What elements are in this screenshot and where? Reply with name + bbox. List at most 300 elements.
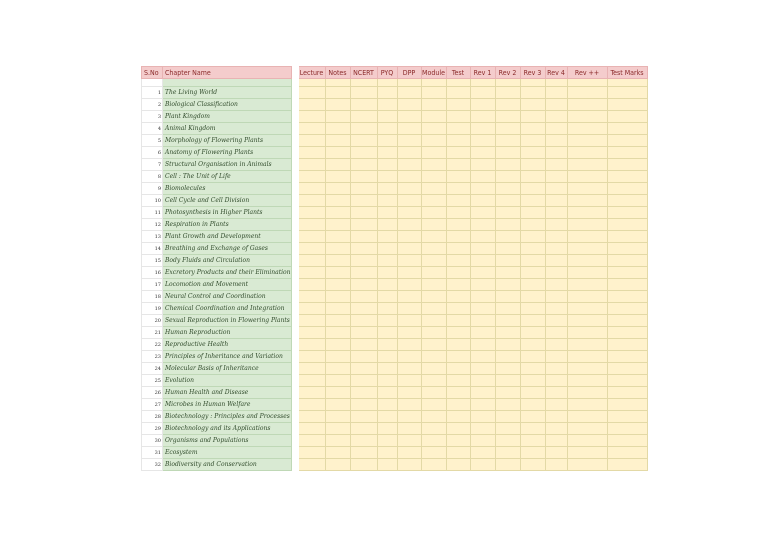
tracker-cell[interactable] <box>350 375 377 387</box>
tracker-cell[interactable] <box>325 171 350 183</box>
tracker-cell[interactable] <box>377 447 397 459</box>
tracker-cell[interactable] <box>421 147 446 159</box>
tracker-cell[interactable] <box>567 435 607 447</box>
tracker-cell[interactable] <box>495 147 520 159</box>
tracker-cell[interactable] <box>377 135 397 147</box>
tracker-cell[interactable] <box>325 147 350 159</box>
tracker-cell[interactable] <box>325 231 350 243</box>
tracker-cell[interactable] <box>350 147 377 159</box>
tracker-cell[interactable] <box>607 195 647 207</box>
tracker-cell[interactable] <box>298 303 325 315</box>
tracker-cell[interactable] <box>350 87 377 99</box>
tracker-cell[interactable] <box>377 231 397 243</box>
tracker-cell[interactable] <box>325 327 350 339</box>
tracker-cell[interactable] <box>421 135 446 147</box>
tracker-cell[interactable] <box>421 459 446 471</box>
tracker-cell[interactable] <box>520 399 545 411</box>
tracker-cell[interactable] <box>397 219 421 231</box>
tracker-cell[interactable] <box>446 363 470 375</box>
tracker-cell[interactable] <box>325 375 350 387</box>
tracker-cell[interactable] <box>350 99 377 111</box>
tracker-cell[interactable] <box>421 411 446 423</box>
tracker-cell[interactable] <box>545 171 567 183</box>
tracker-cell[interactable] <box>607 207 647 219</box>
tracker-cell[interactable] <box>377 243 397 255</box>
tracker-cell[interactable] <box>470 171 495 183</box>
tracker-cell[interactable] <box>470 123 495 135</box>
tracker-cell[interactable] <box>421 303 446 315</box>
blank-cell[interactable] <box>446 79 470 87</box>
tracker-cell[interactable] <box>397 447 421 459</box>
tracker-cell[interactable] <box>520 159 545 171</box>
tracker-cell[interactable] <box>446 375 470 387</box>
tracker-cell[interactable] <box>446 339 470 351</box>
tracker-cell[interactable] <box>325 363 350 375</box>
tracker-cell[interactable] <box>567 123 607 135</box>
tracker-cell[interactable] <box>298 363 325 375</box>
tracker-cell[interactable] <box>350 135 377 147</box>
tracker-cell[interactable] <box>325 399 350 411</box>
tracker-cell[interactable] <box>377 219 397 231</box>
blank-cell[interactable] <box>325 79 350 87</box>
tracker-cell[interactable] <box>545 303 567 315</box>
tracker-cell[interactable] <box>350 423 377 435</box>
tracker-cell[interactable] <box>607 435 647 447</box>
tracker-cell[interactable] <box>545 411 567 423</box>
tracker-cell[interactable] <box>567 87 607 99</box>
tracker-cell[interactable] <box>446 195 470 207</box>
tracker-cell[interactable] <box>397 183 421 195</box>
tracker-cell[interactable] <box>607 315 647 327</box>
tracker-cell[interactable] <box>421 447 446 459</box>
tracker-cell[interactable] <box>298 375 325 387</box>
tracker-cell[interactable] <box>567 231 607 243</box>
blank-cell[interactable] <box>163 79 292 87</box>
tracker-cell[interactable] <box>545 219 567 231</box>
tracker-cell[interactable] <box>350 327 377 339</box>
tracker-cell[interactable] <box>446 435 470 447</box>
tracker-cell[interactable] <box>520 135 545 147</box>
tracker-cell[interactable] <box>421 111 446 123</box>
tracker-cell[interactable] <box>377 147 397 159</box>
tracker-cell[interactable] <box>377 315 397 327</box>
tracker-cell[interactable] <box>397 159 421 171</box>
tracker-cell[interactable] <box>397 411 421 423</box>
blank-cell[interactable] <box>298 79 325 87</box>
tracker-cell[interactable] <box>607 447 647 459</box>
tracker-cell[interactable] <box>545 375 567 387</box>
tracker-cell[interactable] <box>421 87 446 99</box>
blank-cell[interactable] <box>470 79 495 87</box>
tracker-cell[interactable] <box>545 267 567 279</box>
tracker-cell[interactable] <box>470 87 495 99</box>
tracker-cell[interactable] <box>350 303 377 315</box>
tracker-cell[interactable] <box>350 339 377 351</box>
tracker-cell[interactable] <box>520 327 545 339</box>
tracker-cell[interactable] <box>520 435 545 447</box>
tracker-cell[interactable] <box>607 339 647 351</box>
tracker-cell[interactable] <box>298 447 325 459</box>
tracker-cell[interactable] <box>377 363 397 375</box>
tracker-cell[interactable] <box>495 87 520 99</box>
tracker-cell[interactable] <box>470 255 495 267</box>
tracker-cell[interactable] <box>545 423 567 435</box>
tracker-cell[interactable] <box>520 99 545 111</box>
tracker-cell[interactable] <box>545 279 567 291</box>
tracker-cell[interactable] <box>377 411 397 423</box>
tracker-cell[interactable] <box>350 459 377 471</box>
tracker-cell[interactable] <box>607 363 647 375</box>
tracker-cell[interactable] <box>298 123 325 135</box>
tracker-cell[interactable] <box>470 423 495 435</box>
tracker-cell[interactable] <box>397 231 421 243</box>
tracker-cell[interactable] <box>567 111 607 123</box>
tracker-cell[interactable] <box>470 231 495 243</box>
tracker-cell[interactable] <box>545 231 567 243</box>
tracker-cell[interactable] <box>377 351 397 363</box>
tracker-cell[interactable] <box>421 399 446 411</box>
tracker-cell[interactable] <box>350 351 377 363</box>
tracker-cell[interactable] <box>495 447 520 459</box>
tracker-cell[interactable] <box>421 99 446 111</box>
tracker-cell[interactable] <box>567 159 607 171</box>
tracker-cell[interactable] <box>298 387 325 399</box>
tracker-cell[interactable] <box>545 459 567 471</box>
tracker-cell[interactable] <box>377 339 397 351</box>
blank-cell[interactable] <box>545 79 567 87</box>
tracker-cell[interactable] <box>567 219 607 231</box>
tracker-cell[interactable] <box>446 351 470 363</box>
tracker-cell[interactable] <box>350 447 377 459</box>
tracker-cell[interactable] <box>495 243 520 255</box>
tracker-cell[interactable] <box>350 171 377 183</box>
tracker-cell[interactable] <box>421 171 446 183</box>
tracker-cell[interactable] <box>446 387 470 399</box>
tracker-cell[interactable] <box>545 291 567 303</box>
tracker-cell[interactable] <box>607 459 647 471</box>
tracker-cell[interactable] <box>446 219 470 231</box>
tracker-cell[interactable] <box>421 351 446 363</box>
tracker-cell[interactable] <box>325 315 350 327</box>
tracker-cell[interactable] <box>607 291 647 303</box>
tracker-cell[interactable] <box>377 111 397 123</box>
tracker-cell[interactable] <box>470 447 495 459</box>
tracker-cell[interactable] <box>495 459 520 471</box>
tracker-cell[interactable] <box>520 351 545 363</box>
tracker-cell[interactable] <box>377 159 397 171</box>
tracker-cell[interactable] <box>567 147 607 159</box>
tracker-cell[interactable] <box>350 219 377 231</box>
tracker-cell[interactable] <box>567 447 607 459</box>
tracker-cell[interactable] <box>325 291 350 303</box>
tracker-cell[interactable] <box>446 315 470 327</box>
tracker-cell[interactable] <box>377 387 397 399</box>
tracker-cell[interactable] <box>495 183 520 195</box>
tracker-cell[interactable] <box>607 87 647 99</box>
tracker-cell[interactable] <box>397 351 421 363</box>
tracker-cell[interactable] <box>421 375 446 387</box>
tracker-cell[interactable] <box>470 375 495 387</box>
tracker-cell[interactable] <box>607 219 647 231</box>
tracker-cell[interactable] <box>421 327 446 339</box>
tracker-cell[interactable] <box>325 459 350 471</box>
tracker-cell[interactable] <box>397 339 421 351</box>
tracker-cell[interactable] <box>446 207 470 219</box>
tracker-cell[interactable] <box>325 303 350 315</box>
tracker-cell[interactable] <box>298 111 325 123</box>
blank-cell[interactable] <box>350 79 377 87</box>
tracker-cell[interactable] <box>446 135 470 147</box>
tracker-cell[interactable] <box>545 387 567 399</box>
tracker-cell[interactable] <box>325 99 350 111</box>
tracker-cell[interactable] <box>325 447 350 459</box>
tracker-cell[interactable] <box>567 171 607 183</box>
blank-cell[interactable] <box>377 79 397 87</box>
tracker-cell[interactable] <box>607 399 647 411</box>
tracker-cell[interactable] <box>520 195 545 207</box>
tracker-cell[interactable] <box>446 183 470 195</box>
tracker-cell[interactable] <box>470 159 495 171</box>
tracker-cell[interactable] <box>470 279 495 291</box>
tracker-cell[interactable] <box>298 147 325 159</box>
tracker-cell[interactable] <box>421 315 446 327</box>
tracker-cell[interactable] <box>446 243 470 255</box>
tracker-cell[interactable] <box>397 123 421 135</box>
tracker-cell[interactable] <box>567 279 607 291</box>
tracker-cell[interactable] <box>377 399 397 411</box>
tracker-cell[interactable] <box>567 351 607 363</box>
tracker-cell[interactable] <box>377 87 397 99</box>
tracker-cell[interactable] <box>397 87 421 99</box>
tracker-cell[interactable] <box>607 423 647 435</box>
tracker-cell[interactable] <box>421 291 446 303</box>
tracker-cell[interactable] <box>298 207 325 219</box>
tracker-cell[interactable] <box>607 99 647 111</box>
tracker-cell[interactable] <box>377 123 397 135</box>
tracker-cell[interactable] <box>470 387 495 399</box>
tracker-cell[interactable] <box>298 267 325 279</box>
tracker-cell[interactable] <box>495 303 520 315</box>
tracker-cell[interactable] <box>397 459 421 471</box>
tracker-cell[interactable] <box>607 147 647 159</box>
tracker-cell[interactable] <box>397 255 421 267</box>
tracker-cell[interactable] <box>495 171 520 183</box>
blank-cell[interactable] <box>397 79 421 87</box>
tracker-cell[interactable] <box>298 339 325 351</box>
blank-cell[interactable] <box>142 79 163 87</box>
tracker-cell[interactable] <box>520 459 545 471</box>
tracker-cell[interactable] <box>520 243 545 255</box>
tracker-cell[interactable] <box>421 279 446 291</box>
tracker-cell[interactable] <box>495 159 520 171</box>
tracker-cell[interactable] <box>607 243 647 255</box>
tracker-cell[interactable] <box>495 219 520 231</box>
tracker-cell[interactable] <box>520 279 545 291</box>
tracker-cell[interactable] <box>520 111 545 123</box>
tracker-cell[interactable] <box>325 243 350 255</box>
tracker-cell[interactable] <box>325 351 350 363</box>
tracker-cell[interactable] <box>495 375 520 387</box>
blank-cell[interactable] <box>421 79 446 87</box>
tracker-cell[interactable] <box>397 207 421 219</box>
tracker-cell[interactable] <box>545 111 567 123</box>
tracker-cell[interactable] <box>520 87 545 99</box>
tracker-cell[interactable] <box>325 183 350 195</box>
tracker-cell[interactable] <box>470 327 495 339</box>
tracker-cell[interactable] <box>350 255 377 267</box>
tracker-cell[interactable] <box>495 255 520 267</box>
tracker-cell[interactable] <box>495 363 520 375</box>
tracker-cell[interactable] <box>421 339 446 351</box>
tracker-cell[interactable] <box>298 399 325 411</box>
tracker-cell[interactable] <box>470 195 495 207</box>
tracker-cell[interactable] <box>446 147 470 159</box>
tracker-cell[interactable] <box>298 87 325 99</box>
tracker-cell[interactable] <box>520 303 545 315</box>
tracker-cell[interactable] <box>298 459 325 471</box>
tracker-cell[interactable] <box>567 339 607 351</box>
tracker-cell[interactable] <box>607 375 647 387</box>
tracker-cell[interactable] <box>397 303 421 315</box>
tracker-cell[interactable] <box>607 327 647 339</box>
tracker-cell[interactable] <box>446 291 470 303</box>
tracker-cell[interactable] <box>607 183 647 195</box>
tracker-cell[interactable] <box>446 171 470 183</box>
tracker-cell[interactable] <box>377 171 397 183</box>
tracker-cell[interactable] <box>545 315 567 327</box>
tracker-cell[interactable] <box>397 435 421 447</box>
tracker-cell[interactable] <box>421 183 446 195</box>
tracker-cell[interactable] <box>298 159 325 171</box>
tracker-cell[interactable] <box>298 291 325 303</box>
tracker-cell[interactable] <box>470 351 495 363</box>
tracker-cell[interactable] <box>567 459 607 471</box>
tracker-cell[interactable] <box>520 123 545 135</box>
tracker-cell[interactable] <box>397 279 421 291</box>
tracker-cell[interactable] <box>298 99 325 111</box>
tracker-cell[interactable] <box>377 327 397 339</box>
tracker-cell[interactable] <box>470 363 495 375</box>
tracker-cell[interactable] <box>397 99 421 111</box>
tracker-cell[interactable] <box>298 171 325 183</box>
tracker-cell[interactable] <box>350 411 377 423</box>
tracker-cell[interactable] <box>350 159 377 171</box>
tracker-cell[interactable] <box>421 243 446 255</box>
tracker-cell[interactable] <box>567 291 607 303</box>
tracker-cell[interactable] <box>495 435 520 447</box>
tracker-cell[interactable] <box>567 135 607 147</box>
tracker-cell[interactable] <box>298 327 325 339</box>
tracker-cell[interactable] <box>567 99 607 111</box>
tracker-cell[interactable] <box>397 375 421 387</box>
tracker-cell[interactable] <box>350 399 377 411</box>
tracker-cell[interactable] <box>607 231 647 243</box>
tracker-cell[interactable] <box>545 87 567 99</box>
tracker-cell[interactable] <box>397 135 421 147</box>
tracker-cell[interactable] <box>397 387 421 399</box>
tracker-cell[interactable] <box>545 351 567 363</box>
tracker-cell[interactable] <box>607 255 647 267</box>
tracker-cell[interactable] <box>298 279 325 291</box>
tracker-cell[interactable] <box>350 231 377 243</box>
tracker-cell[interactable] <box>298 195 325 207</box>
tracker-cell[interactable] <box>446 111 470 123</box>
tracker-cell[interactable] <box>350 195 377 207</box>
tracker-cell[interactable] <box>350 279 377 291</box>
tracker-cell[interactable] <box>470 267 495 279</box>
tracker-cell[interactable] <box>495 387 520 399</box>
tracker-cell[interactable] <box>470 399 495 411</box>
tracker-cell[interactable] <box>607 303 647 315</box>
tracker-cell[interactable] <box>520 267 545 279</box>
tracker-cell[interactable] <box>470 315 495 327</box>
tracker-cell[interactable] <box>397 147 421 159</box>
tracker-cell[interactable] <box>607 279 647 291</box>
tracker-cell[interactable] <box>377 183 397 195</box>
tracker-cell[interactable] <box>470 243 495 255</box>
tracker-cell[interactable] <box>520 291 545 303</box>
tracker-cell[interactable] <box>567 363 607 375</box>
tracker-cell[interactable] <box>607 411 647 423</box>
tracker-cell[interactable] <box>545 207 567 219</box>
tracker-cell[interactable] <box>495 195 520 207</box>
tracker-cell[interactable] <box>421 423 446 435</box>
tracker-cell[interactable] <box>377 279 397 291</box>
tracker-cell[interactable] <box>495 327 520 339</box>
tracker-cell[interactable] <box>350 123 377 135</box>
tracker-cell[interactable] <box>470 147 495 159</box>
tracker-cell[interactable] <box>325 423 350 435</box>
tracker-cell[interactable] <box>325 135 350 147</box>
tracker-cell[interactable] <box>377 207 397 219</box>
tracker-cell[interactable] <box>446 303 470 315</box>
tracker-cell[interactable] <box>495 123 520 135</box>
tracker-cell[interactable] <box>545 447 567 459</box>
tracker-cell[interactable] <box>350 315 377 327</box>
tracker-cell[interactable] <box>495 99 520 111</box>
tracker-cell[interactable] <box>520 219 545 231</box>
blank-cell[interactable] <box>520 79 545 87</box>
tracker-cell[interactable] <box>446 87 470 99</box>
tracker-cell[interactable] <box>298 315 325 327</box>
tracker-cell[interactable] <box>350 387 377 399</box>
tracker-cell[interactable] <box>567 387 607 399</box>
tracker-cell[interactable] <box>298 231 325 243</box>
tracker-cell[interactable] <box>545 159 567 171</box>
tracker-cell[interactable] <box>520 339 545 351</box>
tracker-cell[interactable] <box>421 363 446 375</box>
tracker-cell[interactable] <box>325 111 350 123</box>
tracker-cell[interactable] <box>421 207 446 219</box>
tracker-cell[interactable] <box>470 459 495 471</box>
tracker-cell[interactable] <box>325 195 350 207</box>
tracker-cell[interactable] <box>607 171 647 183</box>
tracker-cell[interactable] <box>350 183 377 195</box>
tracker-cell[interactable] <box>495 267 520 279</box>
tracker-cell[interactable] <box>495 135 520 147</box>
tracker-cell[interactable] <box>470 291 495 303</box>
tracker-cell[interactable] <box>446 279 470 291</box>
blank-cell[interactable] <box>567 79 607 87</box>
tracker-cell[interactable] <box>567 375 607 387</box>
tracker-cell[interactable] <box>495 111 520 123</box>
tracker-cell[interactable] <box>446 459 470 471</box>
tracker-cell[interactable] <box>495 279 520 291</box>
tracker-cell[interactable] <box>446 99 470 111</box>
tracker-cell[interactable] <box>298 255 325 267</box>
tracker-cell[interactable] <box>545 399 567 411</box>
tracker-cell[interactable] <box>446 159 470 171</box>
